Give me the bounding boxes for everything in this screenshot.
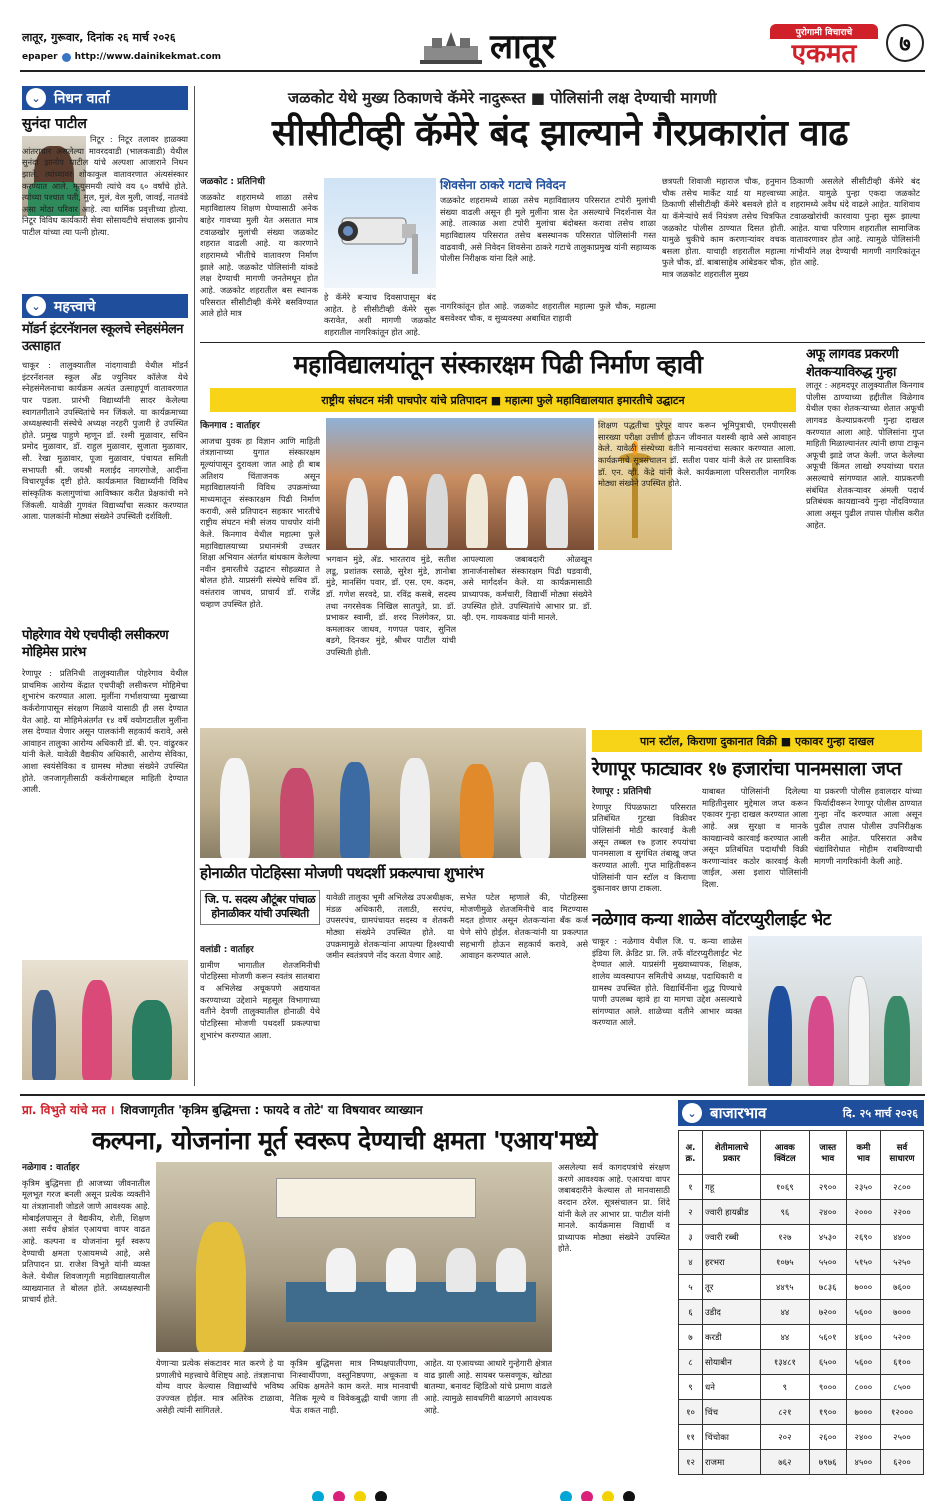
sanskar-strip: राष्ट्रीय संघटन मंत्री पाचपोर यांचे प्रतिपादन ■ महात्मा फुले महाविद्यालयात इमारतीचे उद्घाटन: [210, 388, 796, 412]
cctv-headline: सीसीटीव्ही कॅमेरे बंद झाल्याने गैरप्रकारांत वाढ: [271, 113, 849, 154]
table-cell: १३४८१: [761, 1350, 810, 1375]
paan-col-1: [592, 786, 696, 904]
table-cell: १०: [679, 1400, 703, 1425]
table-cell: ज्वारी रब्बी: [703, 1225, 761, 1250]
table-cell: ८०००: [846, 1375, 880, 1400]
table-cell: १: [679, 1175, 703, 1200]
photo-figure-3: [848, 976, 870, 1086]
photo-figure-4: [884, 996, 910, 1086]
table-cell: ११: [679, 1425, 703, 1450]
honali-subhead: जि. प. सदस्य औटूंबर पांचाळ होनाळीकर यांची उपस्थिती: [200, 890, 320, 925]
table-cell: ४: [679, 1250, 703, 1275]
honali-col-3: सभेत पटेल म्हणाले की, पोटहिस्सा मोजणीमुळे शेतजमिनीचे वाद मिटण्यास मदत होणार असून शेतकऱ्यांना बँक कर्ज घेणे सोपे होईल. शेतकऱ्यांनी या प्रकल्पात सहभागी होऊन सहकार्य करावे, असे आवाहन करण्यात आले.: [460, 892, 588, 961]
paan-col-3: या प्रकरणी पोलीस हवालदार यांच्या फिर्यादीवरून रेणापूर पोलीस ठाण्यात गुन्हा नोंद करण्यात आला असून पुढील तपास पोलीस उपनिरीक्षक करीत आहेत. परिसरात अवैध धंद्यांविरोधात मोहीम राबविण्याची मागणी नागरिकांनी केली आहे.: [814, 786, 922, 866]
table-cell: २०२: [761, 1425, 810, 1450]
table-header-row: [679, 1131, 924, 1175]
sanskar-byline: किनगाव : वार्ताहर: [200, 421, 260, 431]
nidhan-header: [22, 86, 188, 110]
paan-headline: रेणापूर फाट्यावर १७ हजारांचा पानमसाला जप्त: [592, 758, 902, 780]
ai-lecture-photo: [156, 1162, 552, 1352]
table-cell: ७६००: [881, 1275, 924, 1300]
table-cell: २६९०: [846, 1225, 880, 1250]
table-cell: ६२००: [881, 1450, 924, 1475]
table-cell: ९: [679, 1375, 703, 1400]
table-cell: २३५०: [846, 1175, 880, 1200]
table-cell: ७९७६: [809, 1450, 846, 1475]
nalegaon-headline: नळेगाव कन्या शाळेस वॉटरप्युरीलाईट भेट: [592, 910, 831, 930]
epaper-link[interactable]: [22, 52, 221, 62]
table-cell: ४६००: [846, 1325, 880, 1350]
table-cell: २: [679, 1200, 703, 1225]
table-row: [679, 1400, 924, 1425]
cctv-bottom-rule: [200, 342, 925, 343]
cctv-col-2: हे कॅमेरे बऱ्याच दिवसापासून बंद आहेत. हे सीसीटीव्ही कॅमेरे सुरू करावेत, अशी मागणी जळकोट शहरातील नागरिकांतून होत आहे.: [324, 292, 436, 337]
brand-block: [770, 24, 878, 68]
honali-headline: होनाळीत पोटहिस्सा मोजणी पथदर्शी प्रकल्पाचा शुभारंभ: [200, 864, 484, 882]
table-cell: ४४००: [881, 1225, 924, 1250]
col-header: कमी भाव: [846, 1131, 880, 1175]
photo-figure-4: [446, 1248, 476, 1292]
chevron-down-icon: ⌄: [682, 1103, 702, 1123]
honali-col-2: यावेळी तालुका भूमी अभिलेख उपअधीक्षक, मंडळ अधिकारी, तलाठी, सरपंच, उपसरपंच, ग्रामपंचायत सदस्य व शेतकरी मोठ्या संख्येने उपस्थित होते. या उपक्रमामुळे शेतकऱ्यांना आपल्या हिश्श्याची जमीन स्वतंत्रपणे नोंद करता येणार आहे.: [326, 892, 454, 961]
market-price-table: [678, 1130, 924, 1475]
ai-headline: कल्पना, योजनांना मूर्त स्वरूप देण्याची क्षमता 'एआय'मध्ये: [92, 1126, 597, 1155]
table-cell: १२७: [761, 1225, 810, 1250]
table-cell: २०००: [846, 1200, 880, 1225]
cctv-box-tail: नागरिकांतून होत आहे. जळकोट शहरातील महात्मा फुले चौक, महात्मा बसवेश्वर चौक, व सुव्यवस्था अबाधित राहावी: [440, 301, 656, 323]
table-row: [679, 1325, 924, 1350]
ai-kicker-row: [22, 1098, 667, 1120]
table-row: [679, 1250, 924, 1275]
table-row: [679, 1275, 924, 1300]
sanskar-stage-photo: [326, 418, 594, 550]
photo-figure-4: [466, 474, 488, 548]
table-cell: ७०००: [881, 1300, 924, 1325]
chevron-down-icon: ⌄: [26, 296, 46, 316]
table-cell: २९००: [809, 1175, 846, 1200]
col-header: आवक क्विंटल: [761, 1131, 810, 1175]
table-cell: १२०००: [881, 1400, 924, 1425]
photo-figure-2: [808, 996, 834, 1086]
bazar-date: दि. २५ मार्च २०२६: [842, 1106, 918, 1120]
magenta-dot: [333, 1491, 345, 1501]
photo-figure-5: [496, 1248, 526, 1292]
table-cell: तूर: [703, 1275, 761, 1300]
table-cell: ७२००: [809, 1300, 846, 1325]
magenta-dot: [581, 1491, 593, 1501]
yellow-dot: [354, 1491, 366, 1501]
bazar-title: बाजारभाव: [710, 1104, 767, 1122]
photo-figure-5: [460, 764, 494, 858]
brand-logo: एकमत: [791, 39, 857, 69]
nidhan-title: निधन वार्ता: [54, 90, 110, 107]
mid-rule: [20, 1094, 925, 1096]
table-cell: २४००: [809, 1200, 846, 1225]
cctv-camera-photo: [324, 178, 436, 288]
photo-figure-3: [426, 474, 448, 548]
table-row: [679, 1425, 924, 1450]
paan-col-2: याबाबत पोलिसांनी दिलेल्या माहितीनुसार मुद्देमाल जप्त करून एकावर गुन्हा दाखल करण्यात आला आहे. अन्न सुरक्षा व मानके कायद्यान्वये कारवाई करण्यात आली असून प्रतिबंधित पदार्थांची विक्री करणाऱ्यांवर कठोर कारवाई केली जाईल, असा इशारा पोलिसांनी दिला.: [702, 786, 808, 890]
nidhan-body: निटूर : निटूर तलावर हाळक्या आंतराचार असलेल्या मावरदवाडी (भालकवाडी) येथील सुनंदा झानोप पाटील यांचे अल्पशा आजाराने निधन झाले. त्यांच्यावर शोकाकुल वातावरणात अंत्यसंस्कार करण्यात आले. मृत्युसमयी त्यांचे वय ६० वर्षांचे होते. त्यांच्या पश्चात पती, मुल, मुलं, वेल मुली, जावई, नातवंडे असा मोठा परिवार आहे. त्या धार्मिक प्रवृत्तीच्या होत्या. निटूर विविध कार्यकारी सेवा सोसायटीचे संचालक झानोप पाटील यांच्या त्या पत्नी होत्या.: [22, 134, 188, 238]
landmark-icon: [420, 28, 482, 64]
table-cell: ३: [679, 1225, 703, 1250]
meeting-photo: [200, 728, 586, 858]
vaccination-photo: [22, 960, 188, 1080]
ai-col-1-text: कृत्रिम बुद्धिमत्ता ही आजच्या जीवनातील मूलभूत गरज बनली असून प्रत्येक व्यक्तीने या तंत्रज्ञानाशी जोडले जाणे आवश्यक आहे. मोबाईलपासून ते वैद्यकीय, शेती, शिक्षण अशा सर्वच क्षेत्रांत एआयचा वापर वाढत आहे. कल्पना व योजनांना मूर्त स्वरूप देण्याची क्षमता एआयमध्ये आहे, असे प्रतिपादन प्रा. राजेश विभुते यांनी व्यक्त केले. येथील शिवजागृती महाविद्यालयातील व्याख्यानात ते बोलत होते. अध्यक्षस्थानी प्राचार्य होते.: [22, 1177, 150, 1305]
cctv-col-3: छत्रपती शिवाजी महाराज चौक, हनुमान चौक तसेच मार्केट यार्ड या महत्त्वाच्या ठिकाणी सीसीटीव्ही कॅमेरे बसवले होते व या कॅमेऱ्यांचे सर्व नियंत्रण तसेच चित्रफित जळकोट पोलीस ठाण्यात दिसत होती. यामुळे चुकीचे काम करणाऱ्यांवर वचक बसला होता. याचाही शहरातील महात्मा फुले चौक, डॉ. बाबासाहेब आंबेडकर चौक, मात्र जळकोट शहरातील मुख्य: [662, 176, 786, 280]
black-dot: [623, 1491, 635, 1501]
table-cell: ८५००: [881, 1375, 924, 1400]
col-header: जास्त भाव: [809, 1131, 846, 1175]
table-cell: १०७५: [761, 1250, 810, 1275]
col-header: शेतीमालाचे प्रकार: [703, 1131, 761, 1175]
table-cell: ५६००: [846, 1300, 880, 1325]
col-header: सर्व साधारण: [881, 1131, 924, 1175]
table-cell: ९: [761, 1375, 810, 1400]
table-row: [679, 1450, 924, 1475]
item2-headline: पोहरेगाव येथे एचपीव्ही लसीकरण मोहिमेस प्रारंभ: [22, 628, 169, 660]
cctv-kicker: जळकोट येथे मुख्य ठिकाणचे कॅमेरे नादुरूस्त ■ पोलिसांनी लक्ष देण्याची मागणी: [288, 89, 717, 107]
table-cell: करडी: [703, 1325, 761, 1350]
nalegaon-photo: [748, 936, 922, 1086]
paan-byline: रेणापूर : प्रतिनिधी: [592, 787, 651, 797]
cctv-col-1-text: जळकोट शहरामध्ये शाळा तसेच महाविद्यालय शिक्षण घेण्यासाठी अनेक बाहेर गावच्या मुली येत असतात मात्र टवाळखोर मुलांची संख्या जळकोट शहरात वाढली आहे. या कारणाने शहरामध्ये भीतीचे वातावरण निर्माण झाले आहे. जळकोट पोलिसांनी यांकडे लक्ष देण्याची मागणी जनतेमधून होत आहे. जळकोट शहरातील बस स्थानक परिसरात सीसीटीव्ही कॅमेरे बसविण्यात आले होते मात्र: [200, 191, 318, 319]
photo-figure-2: [82, 980, 112, 1080]
sanskar-col-1: [200, 420, 320, 720]
mahattvache-header: [22, 294, 188, 318]
table-cell: ४५००: [846, 1450, 880, 1475]
table-cell: राजमा: [703, 1450, 761, 1475]
table-cell: १२: [679, 1450, 703, 1475]
print-registration-marks: [560, 1488, 639, 1501]
photo-figure-6: [546, 478, 568, 548]
nalegaon-body: चाकूर : नळेगाव येथील जि. प. कन्या शाळेस इंडिया लि. क्रेडिट प्रा. लि. तर्फे वॉटरप्युरीलाईट भेट देण्यात आले. याप्रसंगी मुख्याध्यापक, शिक्षक, शालेय व्यवस्थापन समितीचे अध्यक्ष, पदाधिकारी व ग्रामस्थ उपस्थित होते. विद्यार्थिनींना शुद्ध पिण्याचे पाणी उपलब्ध व्हावे हा या मागचा उद्देश असल्याचे सांगण्यात आले. शाळेच्या वतीने आभार व्यक्त करण्यात आले.: [592, 936, 742, 1028]
cctv-box-body: जळकोट शहरामध्ये शाळा तसेच महाविद्यालय परिसरात टपोरी मुलांची संख्या वाढली असून ही मुले मुलींना त्रास देत असल्याचे निदर्शनास येत आहे. तात्काळ अशा टपोरी मुलांचा बंदोबस्त करावा तसेच शाळा महाविद्यालय परिसरात तसेच बसस्थानक परिसरात पोलिसांनी गस्त वाढवावी, असे निवेदन शिवसेना ठाकरे गटाचे तालुकाप्रमुख यांनी सहाय्यक पोलीस निरीक्षक यांना दिले आहे.: [440, 195, 656, 264]
ai-col-2: येणाऱ्या प्रत्येक संकटावर मात करणे हे या प्रणालीचे महत्त्वाचे वैशिष्ट्य आहे. तंत्रज्ञानाचा योग्य वापर केल्यास विद्यार्थ्यांचे भविष्य उज्ज्वल होईल. मात्र अतिरेक टाळावा, असेही त्यांनी सांगितले.: [156, 1358, 284, 1415]
table-cell: ५६०१: [809, 1325, 846, 1350]
table-cell: २४००: [846, 1425, 880, 1450]
mahattvache-title: महत्त्वाचे: [54, 298, 96, 315]
col-header: अ. क्र.: [679, 1131, 703, 1175]
bazar-header: [678, 1100, 924, 1126]
yellow-dot: [602, 1491, 614, 1501]
table-cell: हरभरा: [703, 1250, 761, 1275]
table-cell: गहू: [703, 1175, 761, 1200]
table-cell: ६: [679, 1300, 703, 1325]
ai-col-3: कृत्रिम बुद्धिमत्ता मात्र निष्पक्षपातीपणा, निःस्वार्थीपणा, वस्तुनिष्ठपणा, अचूकता व अधिक क्षमतेने काम करते. मात्र मानवाची नैतिक मूल्ये व विवेकबुद्धी याची जागा ती घेऊ शकत नाही.: [290, 1358, 418, 1415]
masthead-rule: [20, 70, 925, 72]
table-cell: ४५३०: [809, 1225, 846, 1250]
table-cell: ५२५०: [881, 1250, 924, 1275]
photo-figure-1: [768, 986, 792, 1086]
table-row: [679, 1350, 924, 1375]
table-cell: ८: [679, 1350, 703, 1375]
brand-tagline: पुरोगामी विचाराचे: [770, 24, 878, 39]
photo-figure-1: [346, 478, 368, 548]
paan-col-1-text: रेणापूर पिंपळफाटा परिसरात प्रतिबंधित गुटखा विक्रीवर पोलिसांनी मोठी कारवाई केली असून तब्बल १७ हजार रुपयांचा पानमसाला व सुगंधित तंबाखू जप्त करण्यात आली. गुप्त माहितीवरून पोलिसांनी पान स्टॉल व किराणा दुकानावर छापा टाकला.: [592, 801, 696, 894]
ai-byline: नळेगाव : वार्ताहर: [22, 1163, 80, 1173]
table-cell: ५२००: [881, 1325, 924, 1350]
city-title: लातूर: [490, 27, 556, 67]
photo-figure-1: [196, 1222, 246, 1352]
ai-kicker: शिवजागृतीत 'कृत्रिम बुद्धिमत्ता : फायदे व तोटे' या विषयावर व्याख्यान: [120, 1102, 423, 1117]
bazar-panel: [678, 1100, 924, 1486]
honali-col-1: [200, 944, 320, 1092]
cctv-box: [440, 176, 656, 338]
honali-byline: वलांडी : वार्ताहर: [200, 945, 254, 955]
item2-body: रेणापूर : प्रतिनिधी तालुक्यातील पोहरेगाव येथील प्राथमिक आरोग्य केंद्रात एचपीव्ही लसीकरण मोहिमेचा शुभारंभ करण्यात आला. मुलींना गर्भाशयाच्या मुखाच्या कर्करोगापासून संरक्षण मिळावे यासाठी ही लस देण्यात येत आहे. या मोहिमेअंतर्गत १४ वर्षे वयोगटातील मुलींना लस देण्यात येणार असून पालकांनी सहकार्य करावे, असे आवाहन तालुका आरोग्य अधिकारी डॉ. बी. एन. वांढुरकर यांनी केले. यावेळी वैद्यकीय अधिकारी, आरोग्य सेविका, आशा स्वयंसेविका व ग्रामस्थ मोठ्या संख्येने उपस्थित होते. जनजागृतीसाठी कर्करोगाबद्दल माहिती देण्यात आली.: [22, 668, 188, 795]
table-cell: चिंचोका: [703, 1425, 761, 1450]
sanskar-col-1-text: आजचा युवक हा विज्ञान आणि माहिती तंत्रज्ञानाच्या युगात संस्कारक्षम मूल्यांपासून दुरावला जात आहे ही बाब अतिशय चिंताजनक असून महाविद्यालयांनी विविध उपक्रमांच्या माध्यमातून संस्कारक्षम पिढी निर्माण करावी, असे प्रतिपादन सहकार भारतीचे राष्ट्रीय संघटन मंत्री संजय पाचपोर यांनी केले. किनगाव येथील महात्मा फुले महाविद्यालयाच्या प्रधानमंत्री उच्चतर शिक्षा अभियान अंतर्गत बांधकाम केलेल्या नवीन इमारतीचे उद्घाटन सोहळ्यात ते बोलत होते. याप्रसंगी संस्थेचे सचिव डॉ. वसंतराव जाधव, प्राचार्य डॉ. राजेंद्र चव्हाण उपस्थित होते.: [200, 435, 320, 609]
honali-col-1-text: ग्रामीण भागातील शेतजमिनीची पोटहिस्सा मोजणी करून स्वतंत्र सातबारा व अभिलेख अचूकपणे अद्ययावत करण्याच्या उद्देशाने महसूल विभागाच्या वतीने देवणी तालुक्यातील होनाळी येथे पोटहिस्सा मोजणी पथदर्शी प्रकल्पाचा शुभारंभ करण्यात आला.: [200, 959, 320, 1040]
photo-figure-2: [280, 768, 314, 858]
table-cell: ५: [679, 1275, 703, 1300]
photo-figure-3: [132, 1000, 172, 1080]
sanskar-col-3: आपल्याला जबाबदारी ओळखून ज्ञानार्जनासोबत संस्कारक्षम पिढी घडवावी, असे मार्गदर्शन केले. या कार्यक्रमासाठी प्राध्यापक, कर्मचारी, विद्यार्थी मोठ्या संख्येने उपस्थित होते. उपस्थितांचे आभार प्रा. डॉ. व्ही. एम. गायकवाड यांनी मानले.: [462, 554, 592, 623]
table-cell: ज्वारी हायब्रीड: [703, 1200, 761, 1225]
photo-figure-3: [340, 762, 370, 858]
black-dot: [375, 1491, 387, 1501]
photo-figure-2: [326, 1248, 356, 1292]
cctv-byline: जळकोट : प्रतिनिधी: [200, 177, 265, 187]
photo-figure-1: [32, 990, 56, 1080]
cctv-camera-icon: [324, 178, 436, 288]
sanskar-col-2: भगवान मुंडे, ॲड. भारतराव मुंडे, सतीश लडू, प्रशांतक रसाळे, सुरेश मुंडे, ज्ञानोबा मुंडे, मानसिंग पवार, डॉ. एस. एम. कदम, डॉ. गणेश सरवदे, प्रा. रविंद्र कसबे, सदस्य तथा नगरसेवक निखिल सातपुते, प्रा. डॉ. प्रभाकर स्वामी, डॉ. शरद निलंगेकर, प्रा. कमलाकर जाधव, गणपत पवार, सुनिल बडगे, दिनकर मुंडे, श्रीधर पाटील यांची उपस्थिती होती.: [326, 554, 456, 658]
afu-body: लातूर : अहमदपूर तालुक्यातील किनगाव पोलीस ठाण्याच्या हद्दीतील विळेगाव येथील एका शेतकऱ्याच्या शेतात अफूची लागवड केल्याप्रकरणी गुन्हा दाखल करण्यात आला आहे. पोलिसांना गुप्त माहिती मिळाल्यानंतर त्यांनी छापा टाकून अफूची झाडे जप्त केली. जप्त केलेल्या अफूची किंमत लाखो रुपयांच्या घरात असल्याचे सांगण्यात आले. याप्रकरणी संबंधित शेतकऱ्यावर अंमली पदार्थ प्रतिबंधक कायद्यान्वये गुन्हा नोंदविण्यात आला असून पुढील तपास पोलीस करीत आहेत.: [806, 380, 924, 530]
lecture-banner: [276, 1178, 476, 1218]
photo-figure-6: [520, 762, 550, 858]
sanskar-headline: महाविद्यालयांतून संस्कारक्षम पिढी निर्माण व्हावी: [293, 350, 703, 379]
photo-figure-1: [220, 758, 250, 858]
photo-figure-2: [386, 476, 408, 548]
table-cell: ७०००: [846, 1400, 880, 1425]
table-cell: ५६००: [846, 1350, 880, 1375]
photo-figure-5: [506, 476, 528, 548]
masthead: [0, 0, 945, 72]
table-cell: ९६: [761, 1200, 810, 1225]
market-price-rows: [679, 1175, 924, 1475]
left-column-rule: [194, 86, 195, 1086]
table-row: [679, 1175, 924, 1200]
photo-figure-3: [386, 1248, 416, 1292]
table-row: [679, 1225, 924, 1250]
table-cell: चिंच: [703, 1400, 761, 1425]
table-cell: ५१५०: [846, 1250, 880, 1275]
dateline: लातूर, गुरूवार, दिनांक २६ मार्च २०२६: [22, 31, 176, 44]
afu-headline: अफू लागवड प्रकरणी शेतकऱ्याविरुद्ध गुन्हा: [806, 347, 899, 380]
table-cell: ५५००: [809, 1250, 846, 1275]
table-cell: २२००: [881, 1200, 924, 1225]
sanskar-col-4: शिक्षण पद्धतीचा पुरेपूर वापर करून भूमिपुत्राची, एमपीएससी सारख्या परीक्षा उत्तीर्ण होऊन जीवनात यशस्वी व्हावे असे आवाहन केले. यावेळी संस्थेच्या वतीने मान्यवरांचा सत्कार करण्यात आला. कार्यक्रमाचे सूत्रसंचालन डॉ. सतीश पवार यांनी केले तर प्रास्ताविक डॉ. एन. व्ही. केंद्रे यांनी केले. कार्यक्रमाला परिसरातील नागरिक मोठ्या संख्येने उपस्थित होते.: [598, 420, 796, 489]
table-cell: ४४: [761, 1300, 810, 1325]
cctv-col-1: [200, 176, 318, 336]
site-url: http://www.dainikekmat.com: [74, 52, 222, 62]
cctv-box-title: शिवसेना ठाकरे गटाचे निवेदन: [440, 178, 566, 192]
paan-strip: पान स्टॉल, किराणा दुकानात विक्री ■ एकावर गुन्हा दाखल: [592, 730, 922, 752]
table-cell: १०६९: [761, 1175, 810, 1200]
table-cell: ४४: [761, 1325, 810, 1350]
ai-col-5: असलेल्या सर्व कागदपत्रांचे संरक्षण करणे आवश्यक आहे. एआयचा वापर जबाबदारीने केल्यास तो मानवासाठी वरदान ठरेल. सूत्रसंचालन प्रा. शिंदे यांनी केले तर आभार प्रा. पाटील यांनी मानले. कार्यक्रमास विद्यार्थी व प्राध्यापक मोठ्या संख्येने उपस्थित होते.: [558, 1162, 670, 1254]
table-cell: ६५००: [809, 1350, 846, 1375]
table-row: [679, 1300, 924, 1325]
photo-figure-4: [400, 758, 430, 858]
table-cell: ७: [679, 1325, 703, 1350]
chevron-down-icon: ⌄: [26, 88, 46, 108]
table-cell: ६१००: [881, 1350, 924, 1375]
table-cell: २५००: [881, 1425, 924, 1450]
table-row: [679, 1375, 924, 1400]
table-cell: ४४९५: [761, 1275, 810, 1300]
cctv-col-4: ठिकाणी असलेले सीसीटीव्ही कॅमेरे बंद आहेत. यामुळे पुन्हा एकदा जळकोट शहरामध्ये अवैध धंदे वाढले आहेत. याशिवाय टवाळखोरांची कारवाया पुन्हा सुरू झाल्या आहेत. याचा परिणाम शहरातील सामाजिक वातावरणावर होत आहे. त्यामुळे पोलिसांनी गांभीर्याने लक्ष देण्याची मागणी नागरिकांतून होत आहे.: [790, 176, 920, 268]
table-cell: उडीद: [703, 1300, 761, 1325]
item1-headline: मॉडर्न इंटरनॅशनल स्कूलचे स्नेहसंमेलन उत्साहात: [22, 322, 184, 354]
table-cell: ९०००: [809, 1375, 846, 1400]
table-cell: ७६२: [761, 1450, 810, 1475]
table-cell: ८२१: [761, 1400, 810, 1425]
table-cell: ७८३६: [809, 1275, 846, 1300]
print-registration-marks: [312, 1488, 391, 1501]
ai-col-4: आहेत. या एआयच्या आधारे गुन्हेगारी क्षेत्रात वाढ झाली आहे. सायबर फसवणूक, खोट्या बातम्या, बनावट व्हिडिओ यांचे प्रमाण वाढले आहे. त्यामुळे सावधगिरी बाळगणे आवश्यक आहे.: [424, 1358, 552, 1415]
table-row: [679, 1200, 924, 1225]
nidhan-name: सुनंदा पाटील: [22, 116, 87, 132]
ai-kicker-label: प्रा. विभुते यांचे मत ।: [22, 1102, 115, 1117]
item1-body: चाकूर : तालुक्यातील नांदगावाडी येथील मॉडर्न इंटरनॅशनल स्कूल ॲंड ज्युनियर कॉलेज येथे स्नेहसंमेलनाचा कार्यक्रम अत्यंत उत्साहपूर्ण वातावरणात पार पडला. प्रारंभी विद्यार्थ्यांनी सादर केलेल्या स्वागतगीताने उपस्थितांचे मन जिंकले. या कार्यक्रमाच्या अध्यक्षस्थानी संस्थेचे अध्यक्ष नरहरी पुजारी हे उपस्थित होते. प्रमुख पाहुणे म्हणून डॉ. रश्मी मुळावार, सचिन प्रमोद मुळावार, डॉ. राहुल मुळावार, सुजाता मुळावार, सौ. रेखा मुळावार, पूजा मुळावार, पंचायत समिती सभापती श्री. जयश्री मलाईद नागरगोजे, आदींना विचारपूर्वक दृष्टी होते. कार्यक्रमात विद्यार्थ्यांनी विविध सांस्कृतिक कलागुणांचा आविष्कार करीत प्रेक्षकांची मने जिंकली. यावेळी गुणवंत विद्यार्थ्यांचा सत्कार करण्यात आला. पालकांनी मोठ्या संख्येने उपस्थिती दर्शविली.: [22, 360, 188, 522]
table-cell: १९००: [809, 1400, 846, 1425]
table-cell: सोयाबीन: [703, 1350, 761, 1375]
table-cell: २८००: [881, 1175, 924, 1200]
globe-icon: [62, 53, 71, 62]
epaper-label: epaper: [22, 52, 58, 62]
ai-col-1: [22, 1162, 150, 1484]
cyan-dot: [312, 1491, 324, 1501]
table-cell: ७०००: [846, 1275, 880, 1300]
cyan-dot: [560, 1491, 572, 1501]
table-cell: धने: [703, 1375, 761, 1400]
page-number: ७: [886, 24, 924, 62]
table-cell: २६००: [809, 1425, 846, 1450]
city-emblem: [420, 28, 482, 64]
